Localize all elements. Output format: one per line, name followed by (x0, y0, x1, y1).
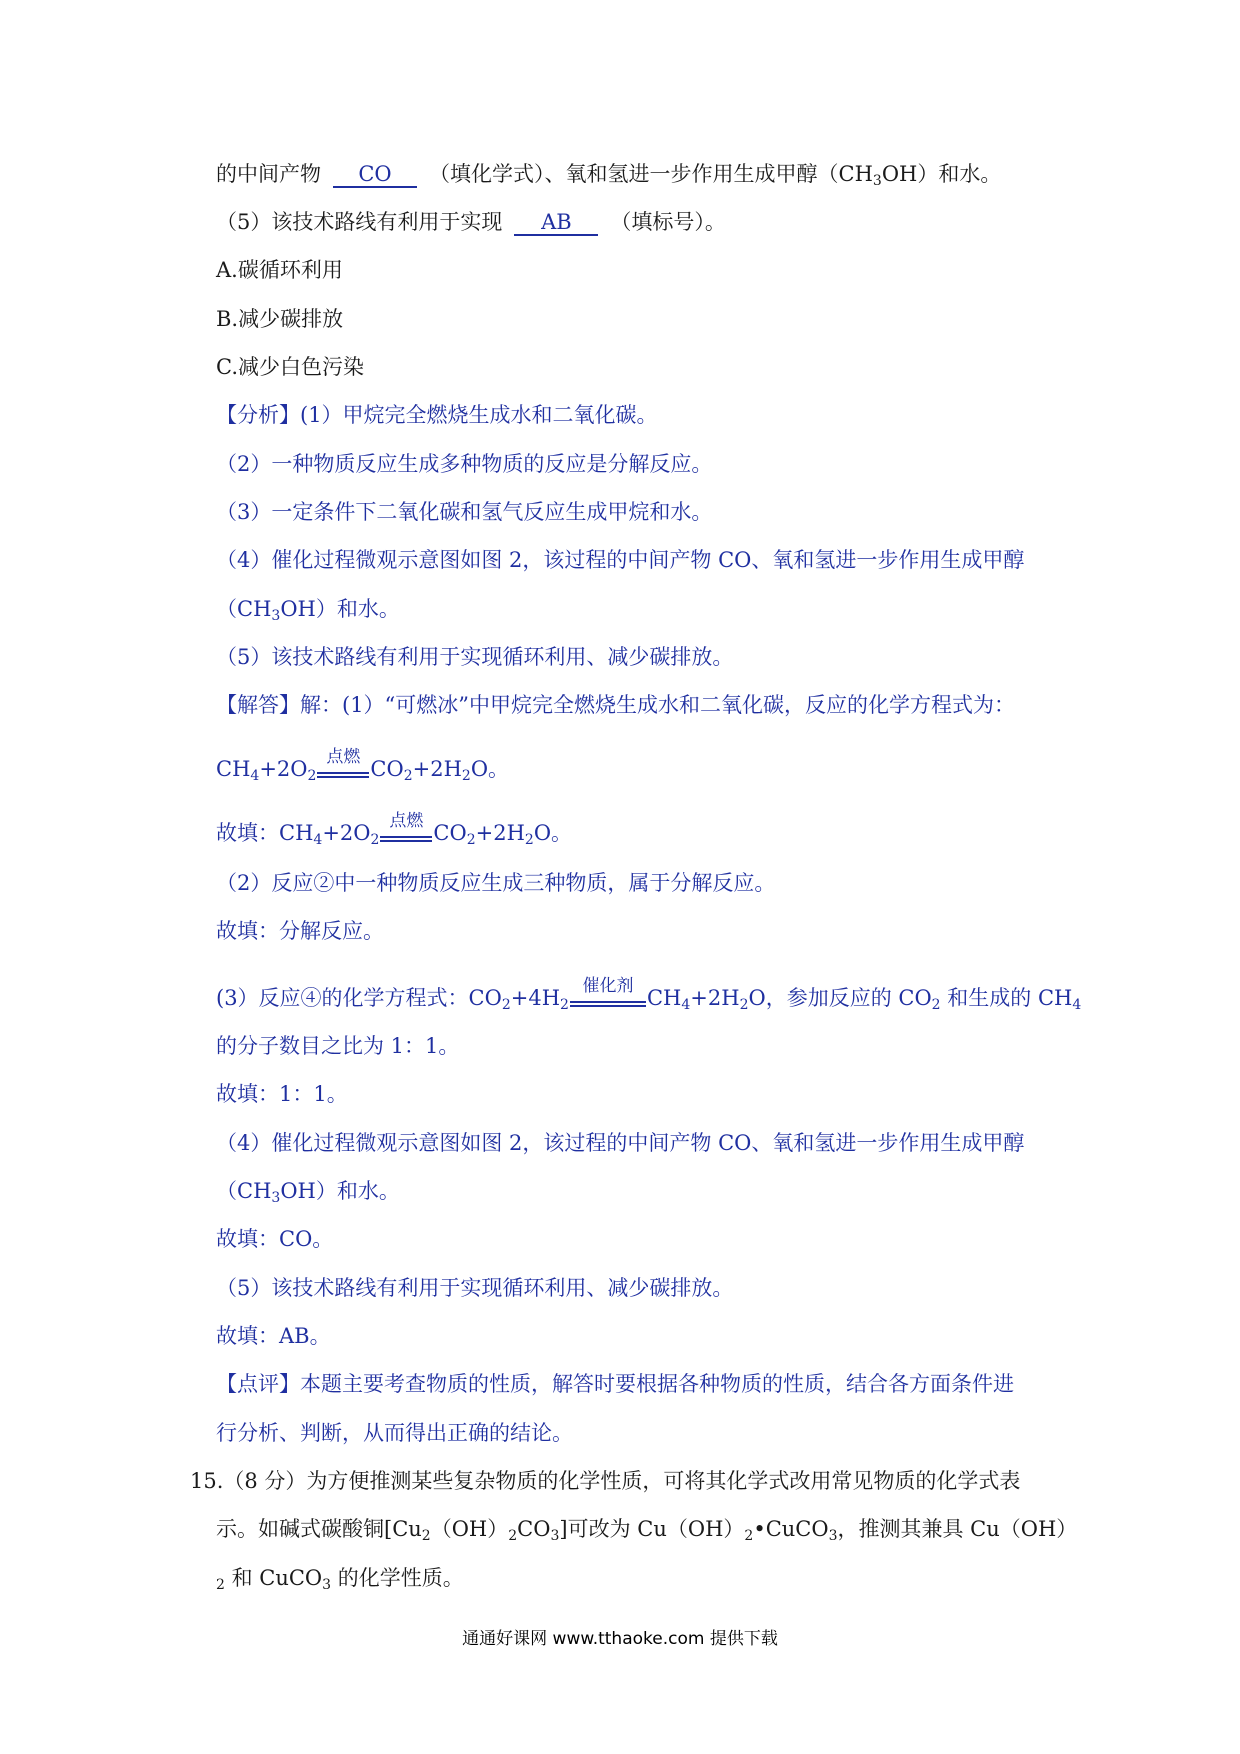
solution-line: 故填：AB。 (216, 1324, 331, 1348)
option-a: A.碳循环利用 (216, 258, 343, 282)
page-footer: 通通好课网 www.tthaoke.com 提供下载 (462, 1629, 778, 1649)
analysis-tag: 【分析】 (216, 403, 300, 427)
solution-line: 的分子数目之比为 1：1。 (216, 1034, 460, 1058)
solution-line: （2）反应②中一种物质反应生成三种物质，属于分解反应。 (216, 871, 776, 895)
equals-rule (317, 776, 369, 778)
equation-combustion: $CH_4+2O_2$ 点燃 $CO_2+2H_2O$。 (216, 754, 509, 784)
analysis-line: $(CH_3OH)$和水。 (216, 597, 400, 624)
option-c: C.减少白色污染 (216, 355, 364, 379)
answer-blank: AB (514, 210, 598, 236)
comment-line: 行分析、判断，从而得出正确的结论。 (216, 1421, 573, 1445)
solution-line: 故填：1：1。 (216, 1082, 348, 1106)
solution-line: 故填：CO。 (216, 1227, 334, 1251)
solution-line: 故填：分解反应。 (216, 919, 384, 943)
condition-label: 点燃 (389, 811, 424, 831)
answer-blank: CO (333, 162, 417, 188)
analysis-line: （2）一种物质反应生成多种物质的反应是分解反应。 (216, 452, 713, 476)
equation-combustion-answer: 故填：$CH_4+2O_2$ 点燃 $CO_2+2H_2O$。 (216, 818, 572, 848)
solution-line: （5）该技术路线有利用于实现循环利用、减少碳排放。 (216, 1276, 734, 1300)
comment-tag: 【点评】 (216, 1372, 300, 1396)
reaction-condition (380, 811, 432, 848)
solution-line: $(CH_3OH)$和水。 (216, 1179, 400, 1206)
equals-rule (380, 840, 432, 842)
text-line: 的中间产物 CO （填化学式）、氧和氢进一步作用生成甲醇$(CH_3OH)$和水。 (216, 162, 1002, 189)
question-15-line: $_2$ 和 CuCO$_3$ 的化学性质。 (216, 1566, 464, 1593)
solution-tag: 【解答】 (216, 693, 300, 717)
reaction-condition (317, 747, 369, 784)
equals-rule (380, 836, 432, 838)
solution-heading: 【解答】解：(1）“可燃冰”中甲烷完全燃烧生成水和二氧化碳，反应的化学方程式为： (216, 693, 1016, 717)
comment-heading: 【点评】本题主要考查物质的性质，解答时要根据各种物质的性质，结合各方面条件进 (216, 1372, 1014, 1396)
solution-line: （4）催化过程微观示意图如图 2，该过程的中间产物 CO、氧和氢进一步作用生成甲醇 (216, 1131, 1025, 1155)
option-b: B.减少碳排放 (216, 307, 344, 331)
reaction-condition (570, 976, 646, 1013)
analysis-line: （3）一定条件下二氧化碳和氢气反应生成甲烷和水。 (216, 500, 713, 524)
analysis-line: （5）该技术路线有利用于实现循环利用、减少碳排放。 (216, 645, 734, 669)
analysis-line: （4）催化过程微观示意图如图 2，该过程的中间产物 CO、氧和氢进一步作用生成甲醇 (216, 548, 1025, 572)
question-15: 15.（8 分）为方便推测某些复杂物质的化学性质，可将其化学式改用常见物质的化学式表 (190, 1469, 1021, 1493)
equation-catalysis: (3）反应④的化学方程式：$CO_2+4H_2$ 催化剂 $CH_4+2H_2O$，参加反应的 $CO_2$ 和生成的 $CH_4$ (216, 983, 1081, 1013)
question-15-line: 示。如碱式碳酸铜$[Cu_2(OH)_2CO_3]$可改为 $Cu(OH)_2•CuCO_3$，推测其兼具 Cu（OH） (216, 1517, 1078, 1544)
equals-rule (317, 772, 369, 774)
condition-label: 催化剂 (582, 976, 634, 996)
condition-label: 点燃 (326, 747, 361, 767)
analysis-heading: 【分析】(1）甲烷完全燃烧生成水和二氧化碳。 (216, 403, 658, 427)
equals-rule (570, 1005, 646, 1007)
equals-rule (570, 1001, 646, 1003)
question-5: （5）该技术路线有利用于实现 AB （填标号）。 (216, 210, 726, 234)
